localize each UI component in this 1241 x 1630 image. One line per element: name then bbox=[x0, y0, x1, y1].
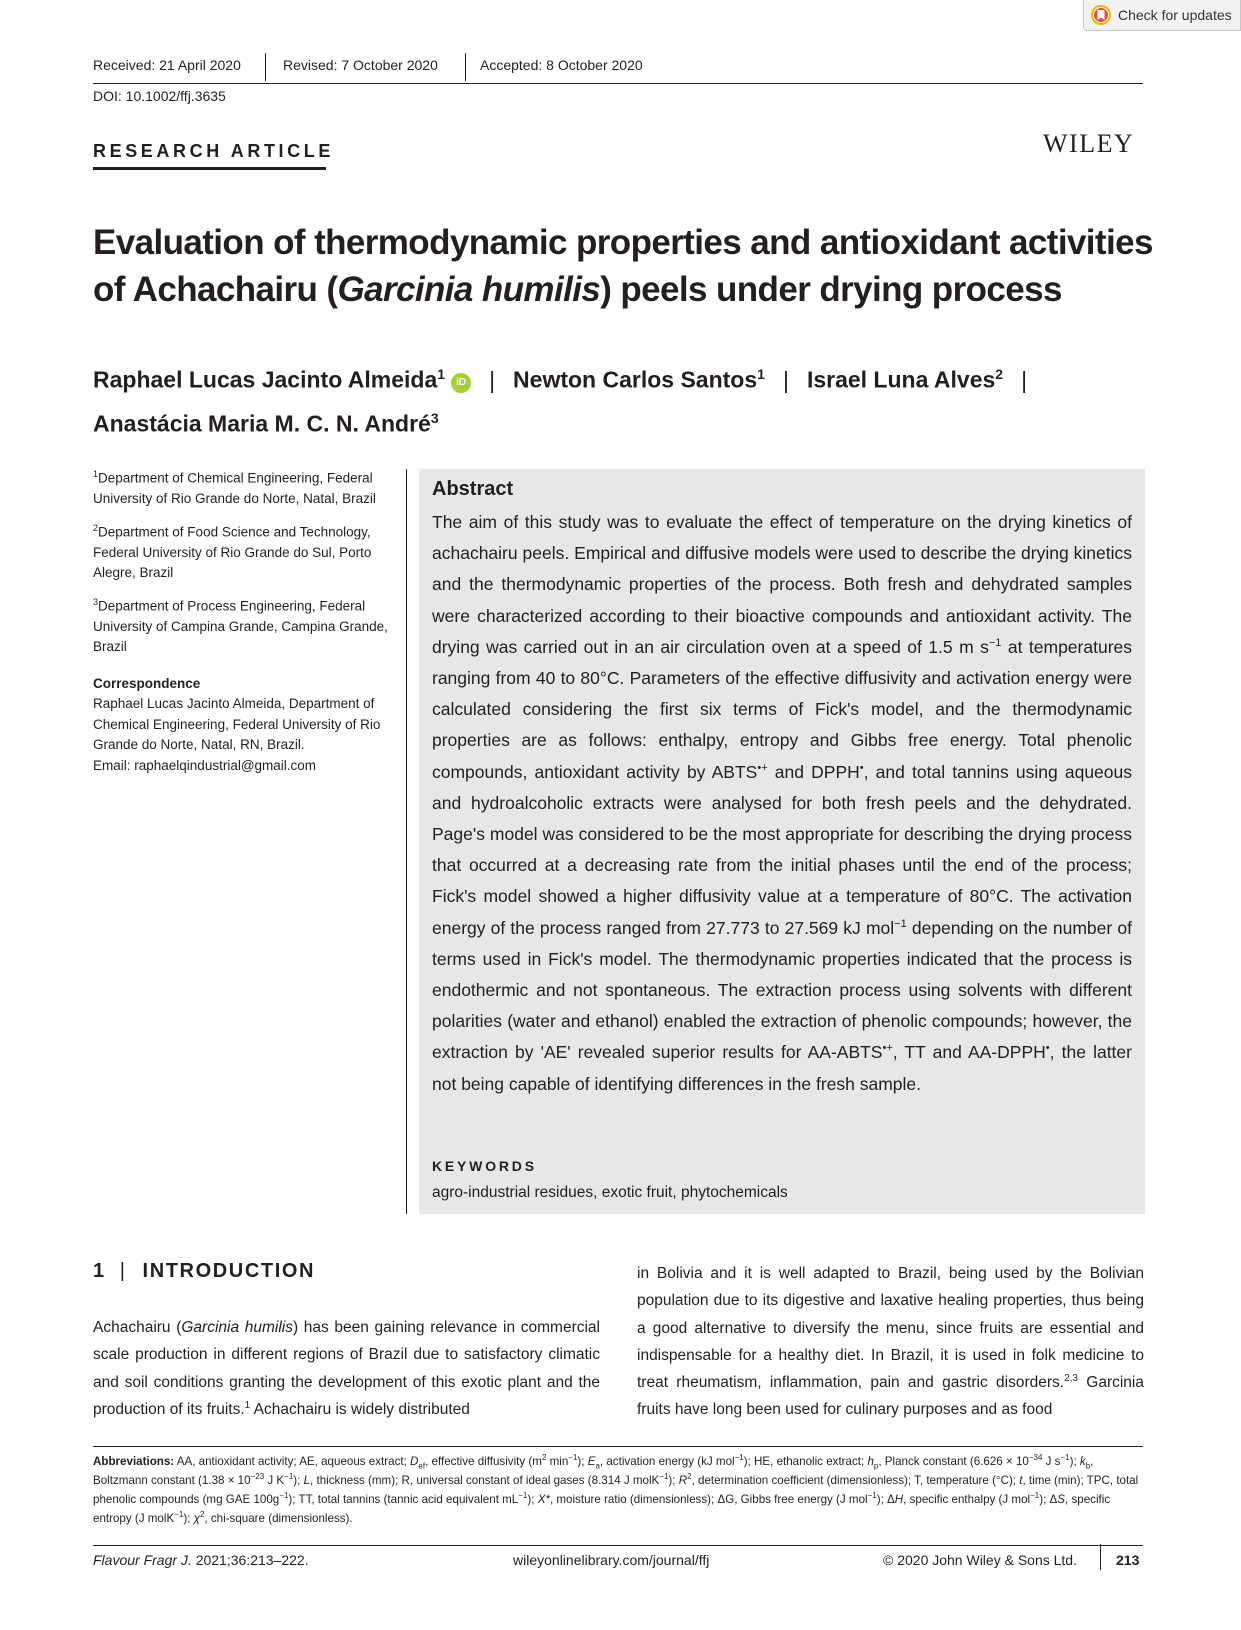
author-name[interactable]: Newton Carlos Santos bbox=[513, 366, 758, 393]
publication-dates bbox=[93, 57, 1143, 84]
publisher-logo: WILEY bbox=[1043, 129, 1135, 158]
page-number: 213 bbox=[1116, 1552, 1140, 1568]
revised-date: Revised: 7 October 2020 bbox=[283, 57, 438, 73]
check-for-updates-label: Check for updates bbox=[1118, 7, 1232, 23]
article-type: RESEARCH ARTICLE bbox=[93, 141, 334, 161]
footer-rule bbox=[93, 1545, 1143, 1546]
title-line-1: Evaluation of thermodynamic properties and antioxidant activities bbox=[93, 223, 1153, 262]
correspondence-text: Raphael Lucas Jacinto Almeida, Department of Chemical Engineering, Federal University of Rio Grande do Norte, Natal, RN, Brazil. Email: raphaelqindustrial@gmail.com bbox=[93, 696, 381, 773]
header-divider bbox=[265, 53, 266, 81]
footnote-rule bbox=[93, 1446, 1143, 1447]
author-list: Raphael Lucas Jacinto Almeida$^1$iD | Newton Carlos Santos$^1$ | Israel Luna Alves$^2$ | Anastácia Maria M. C. N. André$^3$ bbox=[93, 366, 1028, 437]
received-date: Received: 21 April 2020 bbox=[93, 57, 241, 73]
species-name: Garcinia humilis bbox=[337, 270, 601, 309]
journal-url[interactable]: wileyonlinelibrary.com/journal/ffj bbox=[513, 1552, 710, 1568]
footer-divider bbox=[1100, 1544, 1101, 1570]
author-affiliation-ref: 1 bbox=[437, 366, 446, 382]
correspondence-email[interactable]: Email: raphaelqindustrial@gmail.com bbox=[93, 757, 317, 773]
abstract-heading: Abstract bbox=[432, 478, 514, 500]
orcid-icon[interactable]: iD bbox=[451, 373, 471, 393]
correspondence-heading: Correspondence bbox=[93, 675, 201, 691]
author-name[interactable]: Anastácia Maria M. C. N. André bbox=[93, 410, 431, 437]
article-title: Evaluation of thermodynamic properties and antioxidant activities of Achachairu (Garcinia humilis) peels under drying process bbox=[93, 223, 1153, 309]
author-affiliation-ref: 1 bbox=[757, 366, 765, 382]
section-title: INTRODUCTION bbox=[142, 1260, 316, 1282]
article-type-underline bbox=[93, 167, 326, 170]
column-divider bbox=[406, 469, 407, 1214]
keywords-text: agro-industrial residues, exotic fruit, phytochemicals bbox=[432, 1184, 788, 1201]
accepted-date: Accepted: 8 October 2020 bbox=[480, 57, 643, 73]
citation-ref[interactable]: 1 bbox=[244, 1399, 251, 1411]
doi[interactable]: DOI: 10.1002/ffj.3635 bbox=[93, 88, 226, 104]
header-divider bbox=[465, 53, 466, 81]
check-for-updates-button[interactable] bbox=[1083, 0, 1241, 31]
author-name[interactable]: Raphael Lucas Jacinto Almeida bbox=[93, 366, 438, 393]
abstract-text: The aim of this study was to evaluate the effect of temperature on the drying kinetics of achachairu peels. Empirical and diffusive models were used to describe the drying kinetics and the thermodynamic properties of the process. Both fresh and dehydrated samples were characterized according to their bioactive compounds and antioxidant activity. The drying was carried out in an air circulation oven at a speed of 1.5 m $s^{-1}$ at temperatures ranging from 40 to 80°C. Parameters of the effective diffusivity and activation energy were calculated considering the first six terms of Fick's model, and the thermodynamic properties are as follows: enthalpy, entropy and Gibbs free energy. Total phenolic compounds, antioxidant activity by ABTS•+ and DPPH•, and total tannins using aqueous and hydroalcoholic extracts were analysed for both fresh peels and the dehydrated. Page's model was considered to be the most appropriate for describing the drying process that occurred at a decreasing rate from the initial phases until the end of the process; Fick's model showed a higher diffusivity value at a temperature of 80°C. The activation energy of the process ranged from 27.773 to 27.569 kJ mol$^{-1}$ depending on the number of terms used in Fick's model. The thermodynamic properties indicated that the process is endothermic and not spontaneous. The extraction process using solvents with different polarities (water and ethanol) enabled the extraction of phenolic compounds; however, the extraction by 'AE' revealed superior results for AA-ABTS•+, TT and AA-DPPH•, the latter not being capable of identifying differences in the fresh sample. bbox=[432, 512, 1133, 1094]
author-affiliation-ref: 3 bbox=[430, 409, 439, 426]
author-name[interactable]: Israel Luna Alves bbox=[806, 366, 996, 393]
bookmark-ring-icon bbox=[1090, 4, 1112, 26]
copyright: © 2020 John Wiley & Sons Ltd. bbox=[883, 1552, 1077, 1568]
citation-ref[interactable]: 2,3 bbox=[1064, 1373, 1078, 1385]
affiliation: $^2$Department of Food Science and Technology, Federal University of Rio Grande do Sul, Porto Alegre, Brazil bbox=[93, 522, 372, 580]
abbreviations-footnote: Abbreviations: AA, antioxidant activity; AE, aqueous extract; $D_{ef}$, effective diffusivity ($m^2$ $\min^{-1}$); $E_a$, activation energy (kJ mol$^{-1}$); HE, ethanolic extract; $h_p$, Planck constant ($6.626 \times 10^{-34}$ J $s^{-1}$); $k_b$, Boltzmann constant ($1.38 \times 10^{-23}$ J $K^{-1}$); L, thickness (mm); R, universal constant of ideal gases (8.314 J molK$^{-1}$); $R^2$, determination coefficient (dimensionless); T, temperature (°C); t, time (min); TPC, total phenolic compounds (mg GAE $100g^{-1}$); TT, total tannins (tannic acid equivalent $mL^{-1}$); X*, moisture ratio (dimensionless); ΔG, Gibbs free energy (J mol$^{-1}$); ΔH, specific enthalpy (J mol$^{-1}$); ΔS, specific entropy (J molK$^{-1}$); $\chi^2$, chi-square (dimensionless). bbox=[93, 1453, 1139, 1525]
intro-left-column: Achachairu (Garcinia humilis) has been gaining relevance in commercial scale production in different regions of Brazil due to satisfactory climatic and soil conditions granting the development of this exotic plant and the production of its fruits.$^1$ Achachairu is widely distributed bbox=[93, 1319, 600, 1418]
author-affiliation-ref: 2 bbox=[995, 366, 1004, 382]
affiliations-column bbox=[93, 464, 393, 776]
intro-right-column: in Bolivia and it is well adapted to Brazil, being used by the Bolivian population due to its digestive and laxative healing properties, thus being a good alternative to diversify the menu, since fruits are essential and indispensable for a healthy diet. In Brazil, it is used in folk medicine to treat rheumatism, inflammation, pain and gastric disorders.$^{2,3}$ Garcinia fruits have long been used for culinary purposes and as food bbox=[637, 1265, 1144, 1419]
keywords-heading: KEYWORDS bbox=[432, 1158, 537, 1174]
journal-citation: Flavour Fragr J. 2021;36:213–222. bbox=[93, 1552, 309, 1568]
affiliation: $^3$Department of Process Engineering, Federal University of Campina Grande, Campina Grande, Brazil bbox=[93, 596, 388, 654]
section-number: 1 bbox=[93, 1260, 106, 1282]
section-heading-introduction: 1 | INTRODUCTION bbox=[93, 1260, 316, 1282]
affiliation: $^1$Department of Chemical Engineering, Federal University of Rio Grande do Norte, Natal, Brazil bbox=[93, 469, 376, 506]
